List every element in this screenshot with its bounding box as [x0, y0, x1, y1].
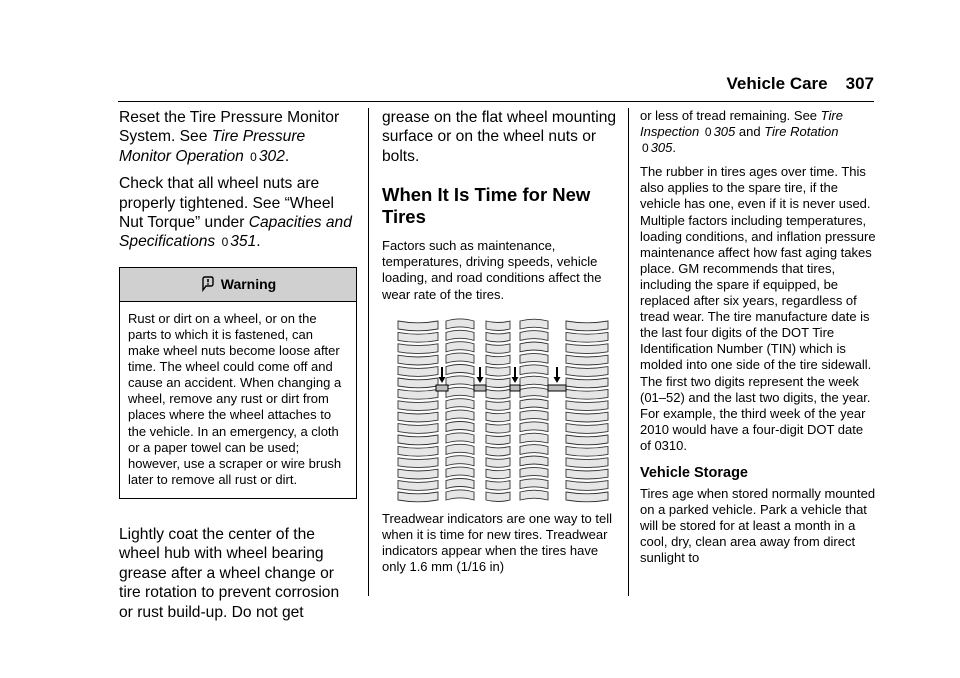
link-tire-rotation[interactable]: Tire Rotation: [764, 124, 839, 140]
tread-block: [398, 332, 438, 342]
tread-block: [486, 435, 510, 445]
tread-block: [446, 341, 474, 351]
tread-block: [520, 319, 548, 329]
column-3: [640, 108, 876, 566]
tread-block: [566, 457, 608, 467]
tread-block: [486, 457, 510, 467]
tread-block: [446, 330, 474, 340]
tread-block: [486, 423, 510, 433]
tread-block: [398, 389, 438, 399]
tread-illustration: [386, 317, 618, 505]
tread-block: [520, 410, 548, 420]
tread-block: [486, 492, 510, 502]
tread-block: [398, 446, 438, 456]
tread-block: [520, 387, 548, 397]
section-heading-vehicle-storage: Vehicle Storage: [640, 464, 748, 481]
column-divider: [628, 108, 629, 596]
tread-block: [520, 353, 548, 363]
tread-block: [446, 489, 474, 499]
paragraph-wheel-nuts: Check that all wheel nuts are properly tightened. See “Wheel Nut Torque” under Capacities and Specifications 0 351.: [119, 175, 352, 251]
tread-block: [566, 480, 608, 490]
tread-block: [486, 378, 510, 388]
tread-block: [520, 376, 548, 386]
page-ref-icon: 0: [704, 125, 712, 140]
tread-block: [566, 355, 608, 365]
warning-title: Warning: [220, 276, 277, 293]
tread-block: [446, 398, 474, 408]
tread-block: [520, 399, 548, 409]
tread-block: [566, 389, 608, 399]
tread-block: [398, 435, 438, 445]
tread-block: [446, 353, 474, 363]
page-ref[interactable]: 302: [258, 147, 285, 165]
column-2: [382, 108, 622, 575]
page-number: 307: [845, 74, 874, 93]
tread-block: [520, 421, 548, 431]
arrow-down-icon: [554, 377, 561, 383]
tread-block: [566, 412, 608, 422]
tread-block: [446, 375, 474, 385]
warning-body: [120, 302, 356, 498]
paragraph-wear-factors: Factors such as maintenance, temperatures, driving speeds, vehicle loading, and road conditions affect the wear rate of the tires.: [382, 238, 602, 302]
tread-block: [520, 330, 548, 340]
tread-block: [520, 456, 548, 466]
link-tpms-operation[interactable]: Tire Pressure Monitor Operation: [119, 128, 306, 165]
tread-block: [520, 364, 548, 374]
tread-block: [566, 343, 608, 353]
wear-indicator-bar: [436, 385, 448, 391]
tread-block: [520, 467, 548, 477]
wear-indicator-bar: [510, 385, 520, 391]
tread-block: [566, 446, 608, 456]
warning-box: [119, 267, 357, 499]
tread-block: [566, 321, 608, 331]
section-heading-new-tires: When It Is Time for New Tires: [382, 184, 591, 228]
page-header: [727, 74, 875, 94]
tread-block: [566, 366, 608, 376]
tread-block: [486, 355, 510, 365]
page-ref[interactable]: 351: [230, 233, 257, 251]
tread-block: [520, 342, 548, 352]
tread-block: [446, 364, 474, 374]
tread-block: [566, 423, 608, 433]
tread-block: [486, 400, 510, 410]
paragraph-rubber-aging: The rubber in tires ages over time. This also applies to the spare tire, if the vehicle has one, even if it is never used. Multiple factors including temperatures, loading conditions, and inflation pressure maintenance affect how fast aging takes place. GM recommends that tires, including the spare if equipped, be replaced after six years, regardless of tread wear. The tire manufacture date is the last four digits of the DOT Tire Identification Number (TIN) which is molded into one side of the tire sidewall. The first two digits represent the week (01–52) and the last two digits, the year. For example, the third week of the year 2010 would have a four-digit DOT date of 0310.: [640, 164, 876, 453]
tread-block: [486, 332, 510, 342]
page-ref-icon: 0: [250, 149, 257, 164]
paragraph-grease-cont: grease on the flat wheel mounting surface or on the wheel nuts or bolts.: [382, 109, 617, 165]
tread-block: [398, 480, 438, 490]
tread-block: [566, 469, 608, 479]
paragraph-tread-remaining: or less of tread remaining. See Tire Inspection 0 305 and Tire Rotation 0 305.: [640, 108, 843, 156]
tread-block: [446, 444, 474, 454]
tread-block: [398, 355, 438, 365]
arrow-down-icon: [512, 377, 519, 383]
tread-block: [446, 387, 474, 397]
tread-block: [398, 469, 438, 479]
column-divider: [368, 108, 369, 596]
column-1: [119, 108, 357, 622]
arrow-down-icon: [439, 377, 446, 383]
tread-block: [566, 492, 608, 502]
tread-block: [398, 423, 438, 433]
tread-block: [520, 490, 548, 500]
tread-block: [398, 343, 438, 353]
tread-block: [446, 432, 474, 442]
arrow-down-icon: [477, 377, 484, 383]
tread-block: [520, 433, 548, 443]
tread-block: [398, 378, 438, 388]
tread-block: [446, 410, 474, 420]
page-ref[interactable]: 305: [713, 124, 736, 140]
link-capacities[interactable]: Capacities and Specifications: [119, 214, 352, 251]
warning-text: Rust or dirt on a wheel, or on the parts to which it is fastened, can make wheel nuts become loose after time. The wheel could come off and cause an accident. When changing a wheel, remove any rust or dirt from places where the wheel attaches to the vehicle. In an emergency, a cloth or a paper towel can be used; however, use a scraper or wire brush later to remove all rust or dirt.: [128, 310, 342, 487]
paragraph-vehicle-storage: Tires age when stored normally mounted on a parked vehicle. Park a vehicle that will be stored for at least a month in a cool, dry, clean area away from direct sunlight to: [640, 485, 876, 566]
tread-block: [398, 457, 438, 467]
tread-block: [398, 366, 438, 376]
tread-block: [446, 467, 474, 477]
warning-header: [120, 268, 356, 302]
tread-block: [566, 435, 608, 445]
tread-block: [398, 321, 438, 331]
header-rule: [118, 101, 874, 102]
tread-block: [520, 478, 548, 488]
tread-block: [486, 343, 510, 353]
tread-block: [486, 446, 510, 456]
tread-block: [486, 412, 510, 422]
link-tire-inspection[interactable]: Tire Inspection: [640, 108, 843, 140]
tread-block: [520, 444, 548, 454]
tread-block: [566, 332, 608, 342]
treadwear-illustration: [386, 317, 618, 505]
wear-indicator-bar: [474, 385, 486, 391]
tread-block: [398, 412, 438, 422]
paragraph-reset-tpms: Reset the Tire Pressure Monitor System. See Tire Pressure Monitor Operation 0 302.: [119, 109, 340, 165]
page-ref-icon: 0: [221, 235, 229, 250]
page-ref[interactable]: 305: [650, 140, 673, 156]
tread-block: [446, 478, 474, 488]
tread-block: [486, 389, 510, 399]
tread-block: [566, 378, 608, 388]
wear-indicator-bar: [548, 385, 566, 391]
paragraph-treadwear-caption: Treadwear indicators are one way to tell when it is time for new tires. Treadwear indicators appear when the tires have only 1.6 mm (1/16 in): [382, 510, 613, 574]
tread-block: [398, 400, 438, 410]
paragraph-grease: Lightly coat the center of the wheel hub with wheel bearing grease after a wheel change or tire rotation to prevent corrosion or rust build-up. Do not get: [119, 525, 340, 621]
section-title: Vehicle Care: [726, 74, 828, 93]
page-ref-icon: 0: [642, 141, 649, 156]
tread-block: [446, 455, 474, 465]
tread-block: [446, 318, 474, 328]
tread-block: [486, 321, 510, 331]
warning-icon: [200, 276, 216, 292]
tread-block: [398, 492, 438, 502]
tread-block: [446, 421, 474, 431]
tread-block: [486, 366, 510, 376]
tread-block: [486, 469, 510, 479]
tread-block: [486, 480, 510, 490]
tread-block: [566, 400, 608, 410]
